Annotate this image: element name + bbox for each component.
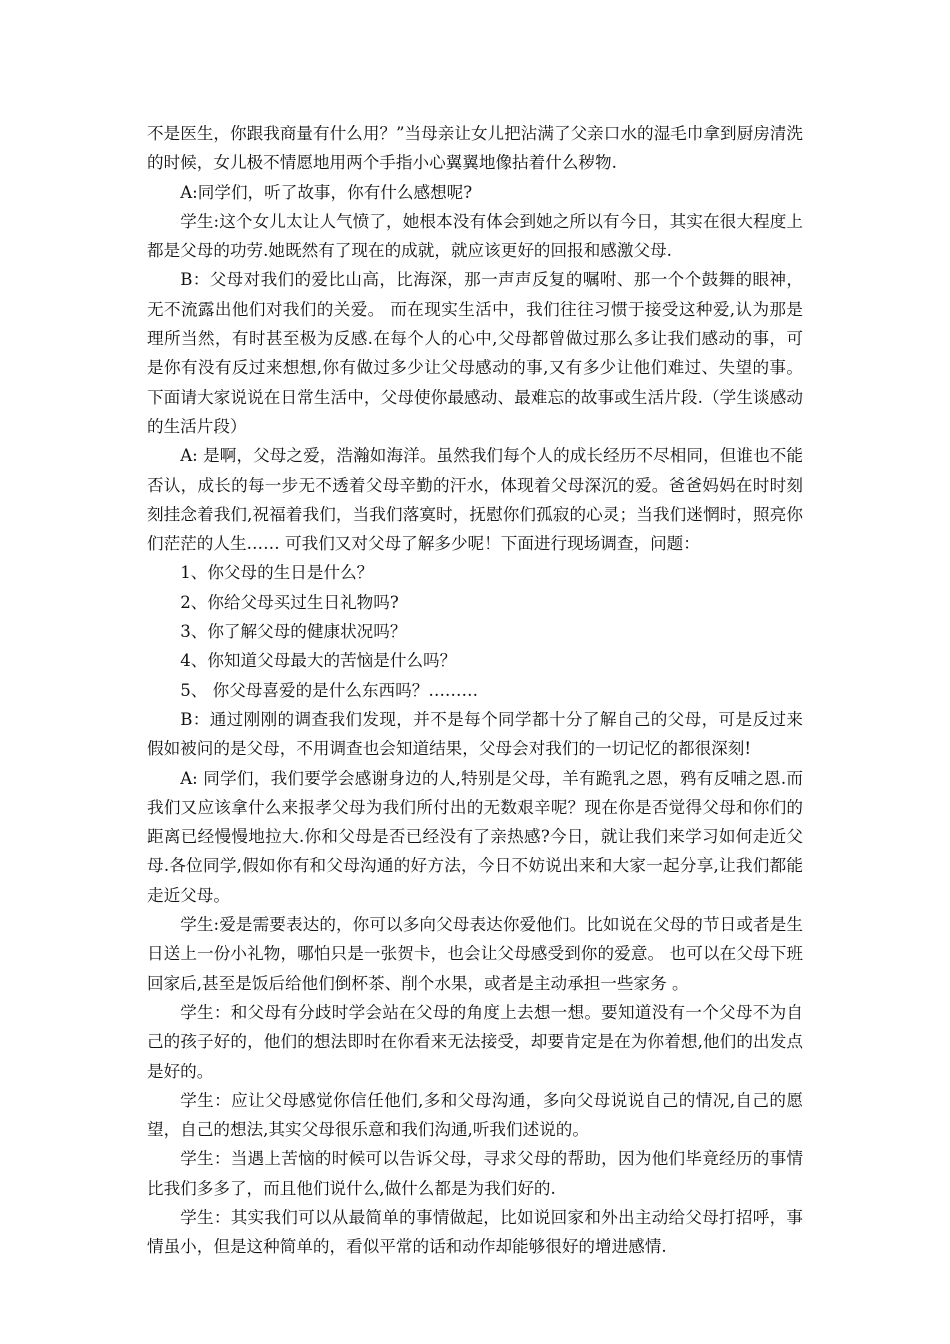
paragraph-a-gratitude: A: 同学们，我们要学会感谢身边的人,特别是父母，羊有跪乳之恩，鸦有反哺之恩.而我们又应该拿什么来报孝父母为我们所付出的无数艰辛呢？现在你是否觉得父母和你们的距离已经慢慢地拉大.你和父母是否已经没有了亲热感?今日，就让我们来学习如何走近父母.各位同学,假如你有和父母沟通的好方法，今日不妨说出来和大家一起分享,让我们都能走近父母。: [147, 768, 803, 905]
paragraph-a-survey-intro: A: 是啊，父母之爱，浩瀚如海洋。虽然我们每个人的成长经历不尽相同，但谁也不能否认，成长的每一步无不透着父母辛勤的汗水，体现着父母深沉的爱。爸爸妈妈在时时刻刻挂念着我们,祝福着我们，当我们落寞时，抚慰你们孤寂的心灵；当我们迷惘时，照亮你们茫茫的人生…… 可我们又对父母了解多少呢！下面进行现场调查，问题：: [147, 446, 803, 554]
survey-question-5: 5、 你父母喜爱的是什么东西吗？………: [180, 680, 479, 700]
survey-question-3: 3、你了解父母的健康状况吗？: [180, 622, 407, 642]
survey-question-2: 2、你给父母买过生日礼物吗?: [180, 592, 399, 612]
paragraph-student-express-love: 学生:爱是需要表达的，你可以多向父母表达你爱他们。比如说在父母的节日或者是生日送上一份小礼物，哪怕只是一张贺卡，也会让父母感受到你的爱意。 也可以在父母下班回家后,甚至是饭后给他们倒杯茶、削个水果，或者是主动承担一些家务 。: [147, 915, 803, 993]
document-page: [147, 119, 803, 1262]
paragraph-b-parents-love: B：父母对我们的爱比山高，比海深，那一声声反复的嘱咐、那一个个鼓舞的眼神，无不流露出他们对我们的关爱。 而在现实生活中，我们往往习惯于接受这种爱,认为那是理所当然，有时甚至极为反感.在每个人的心中,父母都曾做过那么多让我们感动的事，可是你有没有反过来想想,你有做过多少让父母感动的事,又有多少让他们难过、失望的事。下面请大家说说在日常生活中，父母使你最感动、最难忘的故事或生活片段.（学生谈感动的生活片段）: [147, 270, 803, 436]
survey-question-4: 4、你知道父母最大的苦恼是什么吗？: [180, 651, 457, 671]
paragraph-b-survey-result: B：通过刚刚的调查我们发现，并不是每个同学都十分了解自己的父母，可是反过来假如被问的是父母，不用调查也会知道结果，父母会对我们的一切记忆的都很深刻!: [147, 709, 803, 759]
paragraph-student-simple-things: 学生：其实我们可以从最简单的事情做起，比如说回家和外出主动给父母打招呼，事情虽小，但是这种简单的，看似平常的话和动作却能够很好的增进感情.: [147, 1207, 803, 1257]
paragraph-student-response: 学生:这个女儿太让人气愤了，她根本没有体会到她之所以有今日，其实在很大程度上都是父母的功劳.她既然有了现在的成就，就应该更好的回报和感激父母.: [147, 211, 803, 261]
paragraph-student-perspective: 学生：和父母有分歧时学会站在父母的角度上去想一想。要知道没有一个父母不为自己的孩子好的，他们的想法即时在你看来无法接受，却要肯定是在为你着想,他们的出发点是好的。: [147, 1002, 803, 1081]
paragraph-continuation: 不是医生，你跟我商量有什么用？”当母亲让女儿把沾满了父亲口水的湿毛巾拿到厨房清洗的时候，女儿极不情愿地用两个手指小心翼翼地像拈着什么秽物.: [147, 124, 803, 173]
survey-question-1: 1、你父母的生日是什么？: [180, 563, 374, 583]
paragraph-a-question: A:同学们，听了故事，你有什么感想呢?: [180, 182, 473, 202]
paragraph-student-trust: 学生：应让父母感觉你信任他们,多和父母沟通，多向父母说说自己的情况,自己的愿望，自己的想法,其实父母很乐意和我们沟通,听我们述说的。: [147, 1090, 803, 1140]
paragraph-student-seek-help: 学生：当遇上苦恼的时候可以告诉父母，寻求父母的帮助，因为他们毕竟经历的事情比我们多多了，而且他们说什么,做什么都是为我们好的.: [147, 1149, 803, 1198]
